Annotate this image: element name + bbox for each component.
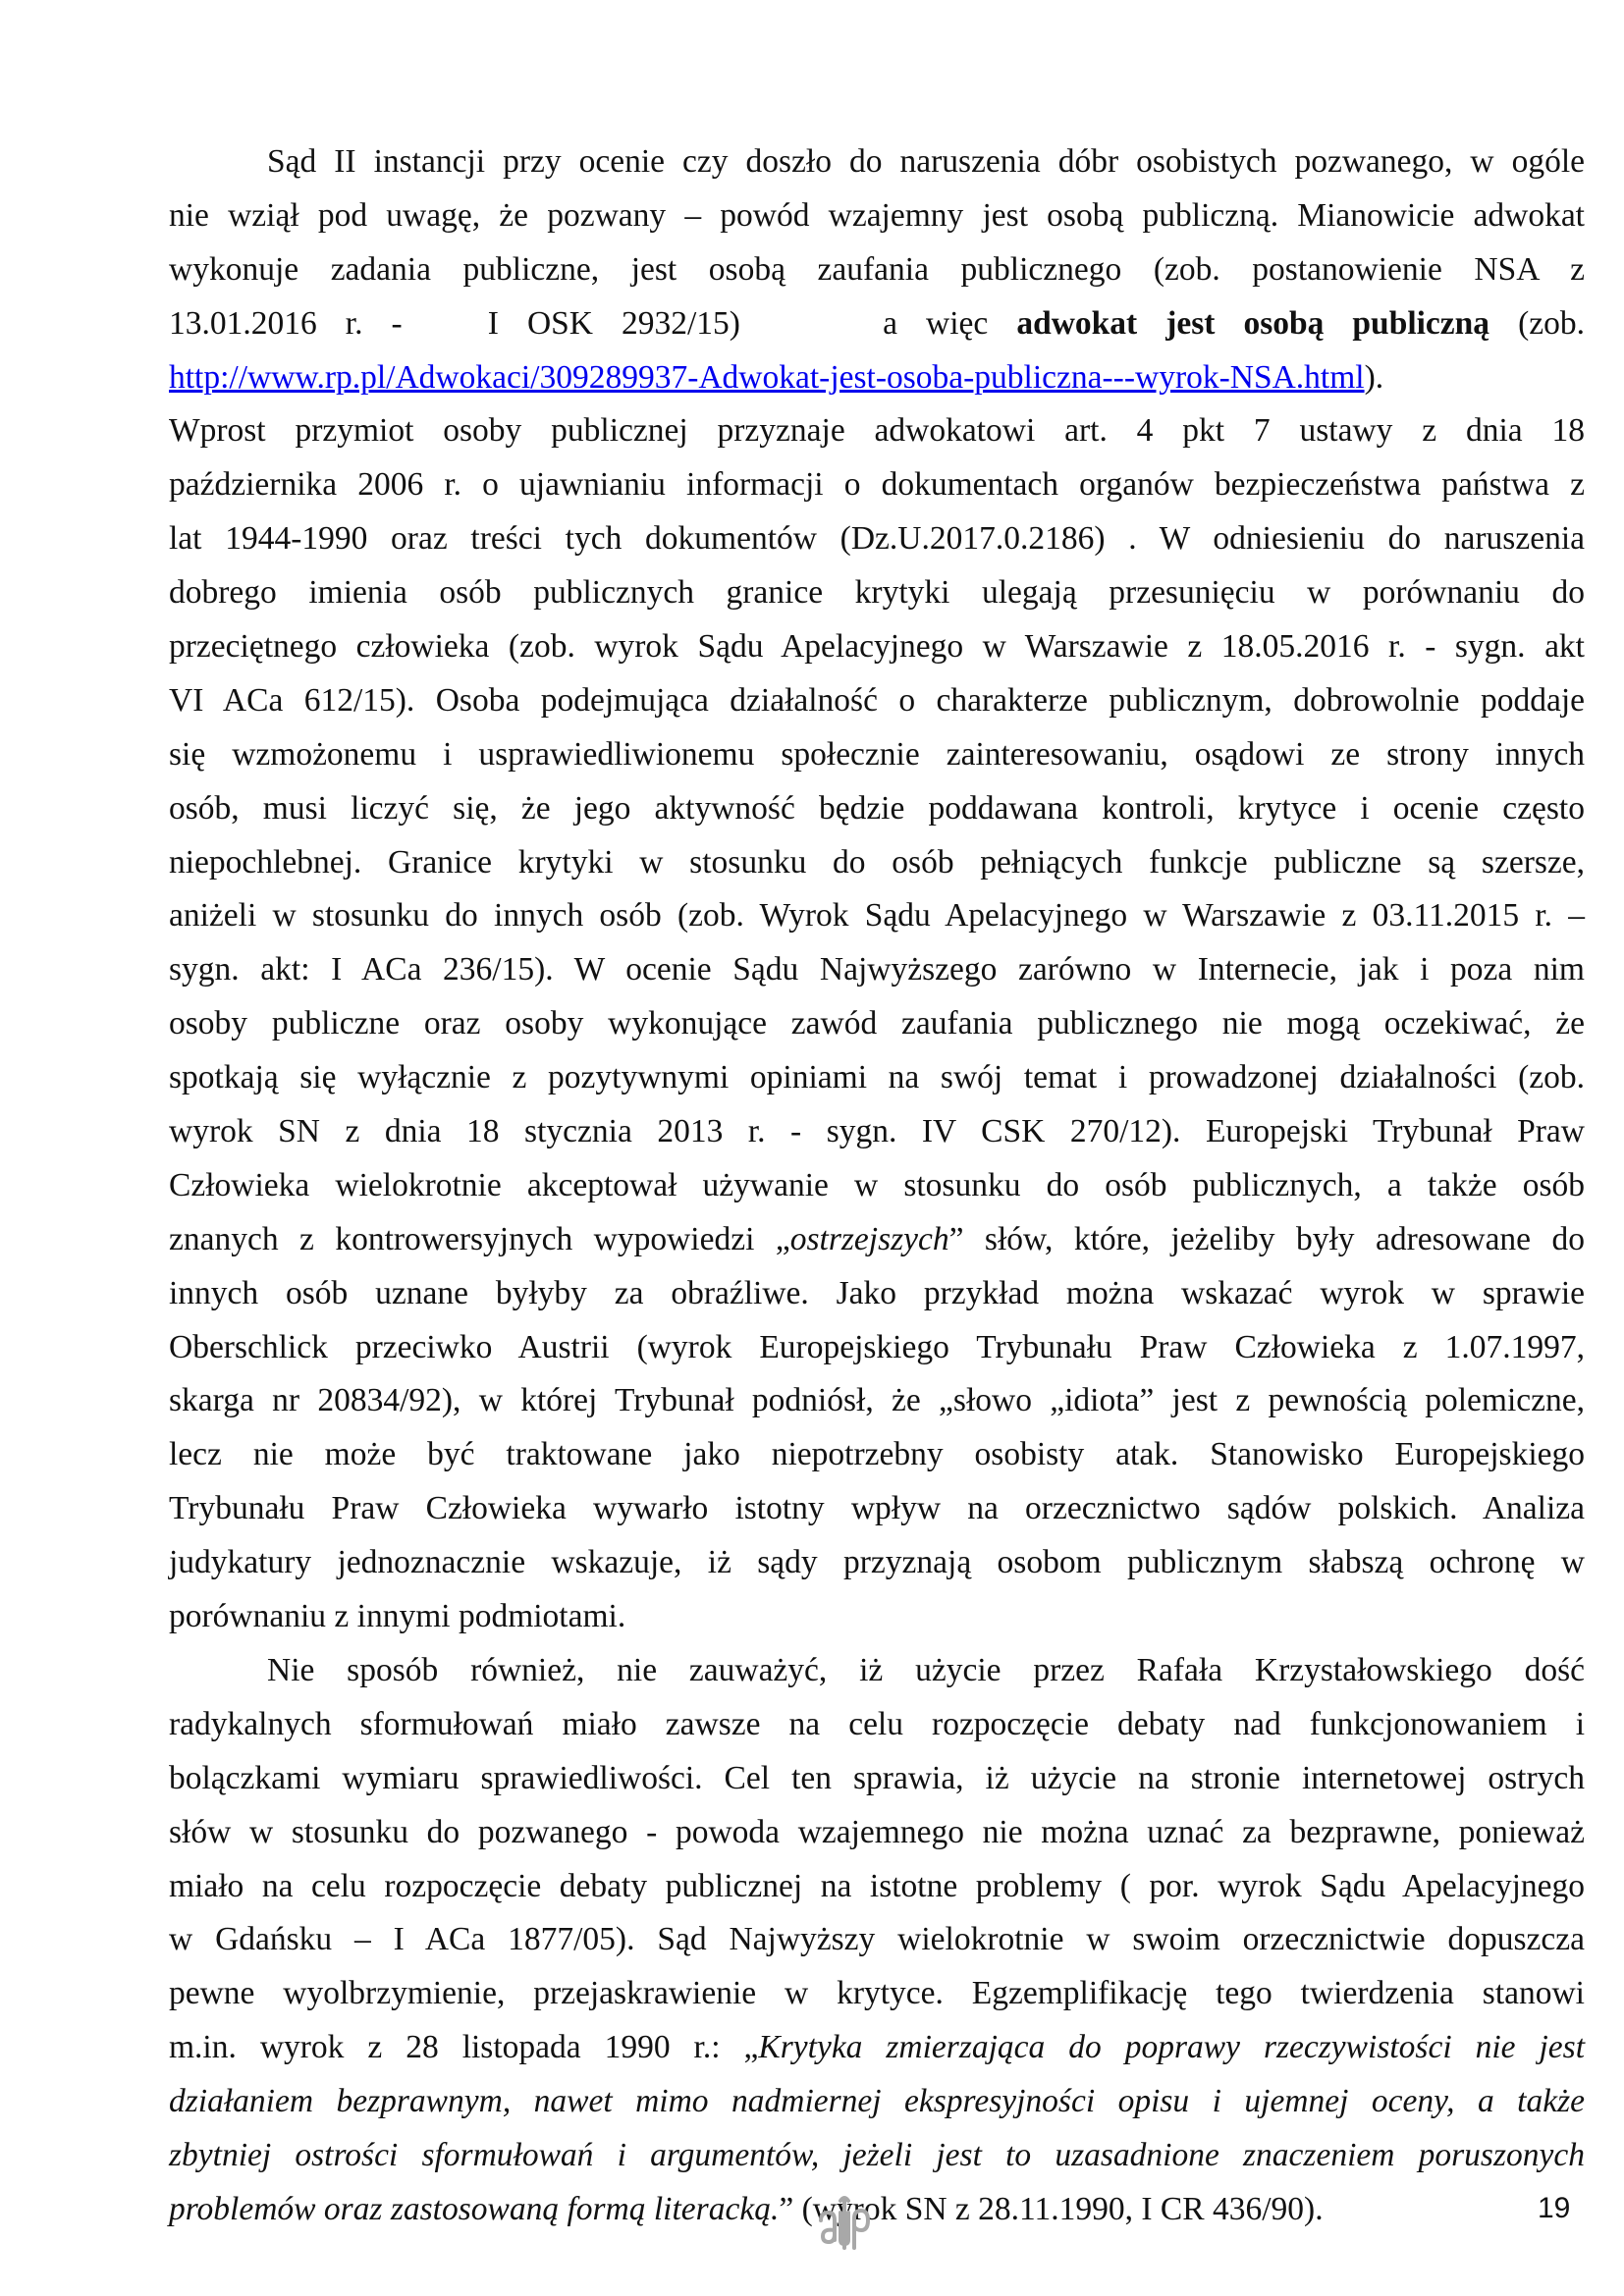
text-line: innych osób uznane byłyby za obraźliwe. Jako przykład można wskazać wyrok w sprawie (169, 1274, 1585, 1311)
text-line: nie wziął pod uwagę, że pozwany – powód wzajemny jest osobą publiczną. Mianowicie adwokat (169, 196, 1585, 234)
text-line: skarga nr 20834/92), w której Trybunał podniósł, że „słowo „idiota” jest z pewnością polemiczne, (169, 1382, 1585, 1419)
text-line (169, 2021, 1585, 2075)
italic-quote-line: działaniem bezprawnym, nawet mimo nadmiernej ekspresyjności opisu i ujemnej oceny, a także (169, 2083, 1585, 2120)
text-line: Trybunału Praw Człowieka wywarło istotny wpływ na orzecznictwo sądów polskich. Analiza (169, 1490, 1585, 1527)
text-run: ). (1364, 358, 1384, 396)
italic-quote: problemów oraz zastosowaną formą literacką. (169, 2190, 780, 2227)
italic-quote-line: zbytniej ostrości sformułowań i argumentów, jeżeli jest to uzasadnione znaczeniem poruszonych (169, 2136, 1585, 2173)
text-line: judykatury jednoznacznie wskazuje, iż sądy przyznają osobom publicznym słabszą ochronę w (169, 1544, 1585, 1581)
text-line: lat 1944-1990 oraz treści tych dokumentów (Dz.U.2017.0.2186) . W odniesieniu do naruszenia (169, 520, 1585, 558)
text-line: Sąd II instancji przy ocenie czy doszło do naruszenia dóbr osobistych pozwanego, w ogóle (267, 143, 1585, 180)
text-line: VI ACa 612/15). Osoba podejmująca działalność o charakterze publicznym, dobrowolnie poddaje (169, 681, 1585, 719)
text-run: ” słów, które, jeżeliby były adresowane do (948, 1220, 1585, 1257)
text-line: porównaniu z innymi podmiotami. (169, 1598, 626, 1635)
rp-article-link[interactable]: http://www.rp.pl/Adwokaci/309289937-Adwokat-jest-osoba-publiczna---wyrok-NSA.html (169, 358, 1365, 396)
document-page (169, 135, 1585, 2237)
text-line: się wzmożonemu i usprawiedliwionemu społecznie zainteresowaniu, osądowi ze strony innych (169, 735, 1585, 773)
text-line: Człowieka wielokrotnie akceptował używanie w stosunku do osób publicznych, a także osób (169, 1166, 1585, 1203)
text-line: wyrok SN z dnia 18 stycznia 2013 r. - sygn. IV CSK 270/12). Europejski Trybunał Praw (169, 1113, 1585, 1150)
text-line: spotkają się wyłącznie z pozytywnymi opiniami na swój temat i prowadzonej działalności (zob. (169, 1059, 1585, 1096)
text-line: sygn. akt: I ACa 236/15). W ocenie Sądu Najwyższego zarówno w Internecie, jak i poza nim (169, 951, 1585, 988)
text-line (169, 2183, 1585, 2237)
text-line: niepochlebnej. Granice krytyki w stosunku do osób pełniących funkcje publiczne są szersze, (169, 843, 1585, 881)
text-line: Oberschlick przeciwko Austrii (wyrok Europejskiego Trybunału Praw Człowieka z 1.07.1997, (169, 1328, 1585, 1365)
text-line: słów w stosunku do pozwanego - powoda wzajemnego nie można uznać za bezprawne, ponieważ (169, 1813, 1585, 1850)
text-line: w Gdańsku – I ACa 1877/05). Sąd Najwyższy wielokrotnie w swoim orzecznictwie dopuszcza (169, 1921, 1585, 1958)
text-run: 13.01.2016 r. - I OSK 2932/15) a więc (169, 304, 1017, 342)
text-run: ” (wyrok SN z 28.11.1990, I CR 436/90). (779, 2190, 1324, 2227)
text-line: osób, musi liczyć się, że jego aktywność będzie poddawana kontroli, krytyce i ocenie często (169, 789, 1585, 827)
text-line (169, 351, 1585, 405)
text-line: przeciętnego człowieka (zob. wyrok Sądu Apelacyjnego w Warszawie z 18.05.2016 r. - sygn. akt (169, 628, 1585, 666)
aip-logo-icon (817, 2191, 872, 2250)
page-number: 19 (1538, 2192, 1571, 2224)
text-line: miało na celu rozpoczęcie debaty publicznej na istotne problemy ( por. wyrok Sądu Apelacyjnego (169, 1867, 1585, 1904)
text-line: października 2006 r. o ujawnianiu informacji o dokumentach organów bezpieczeństwa państwa z (169, 466, 1585, 504)
text-line: radykalnych sformułowań miało zawsze na celu rozpoczęcie debaty nad funkcjonowaniem i (169, 1705, 1585, 1742)
text-line: Wprost przymiot osoby publicznej przyznaje adwokatowi art. 4 pkt 7 ustawy z dnia 18 (169, 412, 1585, 450)
italic-emphasis: ostrzejszych (789, 1220, 949, 1257)
bold-emphasis: adwokat jest osobą publiczną (1016, 304, 1490, 342)
text-line: dobrego imienia osób publicznych granice krytyki ulegają przesunięciu w porównaniu do (169, 574, 1585, 612)
text-line: osoby publiczne oraz osoby wykonujące zawód zaufania publicznego nie mogą oczekiwać, że (169, 1005, 1585, 1042)
text-line: lecz nie może być traktowane jako niepotrzebny osobisty atak. Stanowisko Europejskiego (169, 1436, 1585, 1473)
text-line: pewne wyolbrzymienie, przejaskrawienie w krytyce. Egzemplifikację tego twierdzenia stanowi (169, 1975, 1585, 2012)
text-line: bolączkami wymiaru sprawiedliwości. Cel ten sprawia, iż użycie na stronie internetowej ostrych (169, 1759, 1585, 1796)
text-line (169, 1213, 1585, 1267)
text-line: aniżeli w stosunku do innych osób (zob. Wyrok Sądu Apelacyjnego w Warszawie z 03.11.2015 r. – (169, 897, 1585, 934)
text-line (169, 297, 1585, 351)
text-run: m.in. wyrok z 28 listopada 1990 r.: „ (169, 2029, 759, 2066)
text-line: wykonuje zadania publiczne, jest osobą zaufania publicznego (zob. postanowienie NSA z (169, 250, 1585, 288)
italic-quote: Krytyka zmierzająca do poprawy rzeczywistości nie jest (758, 2029, 1585, 2066)
text-line: Nie sposób również, nie zauważyć, iż użycie przez Rafała Krzystałowskiego dość (267, 1651, 1585, 1688)
text-run: (zob. (1489, 304, 1585, 342)
text-run: znanych z kontrowersyjnych wypowiedzi „ (169, 1220, 790, 1257)
